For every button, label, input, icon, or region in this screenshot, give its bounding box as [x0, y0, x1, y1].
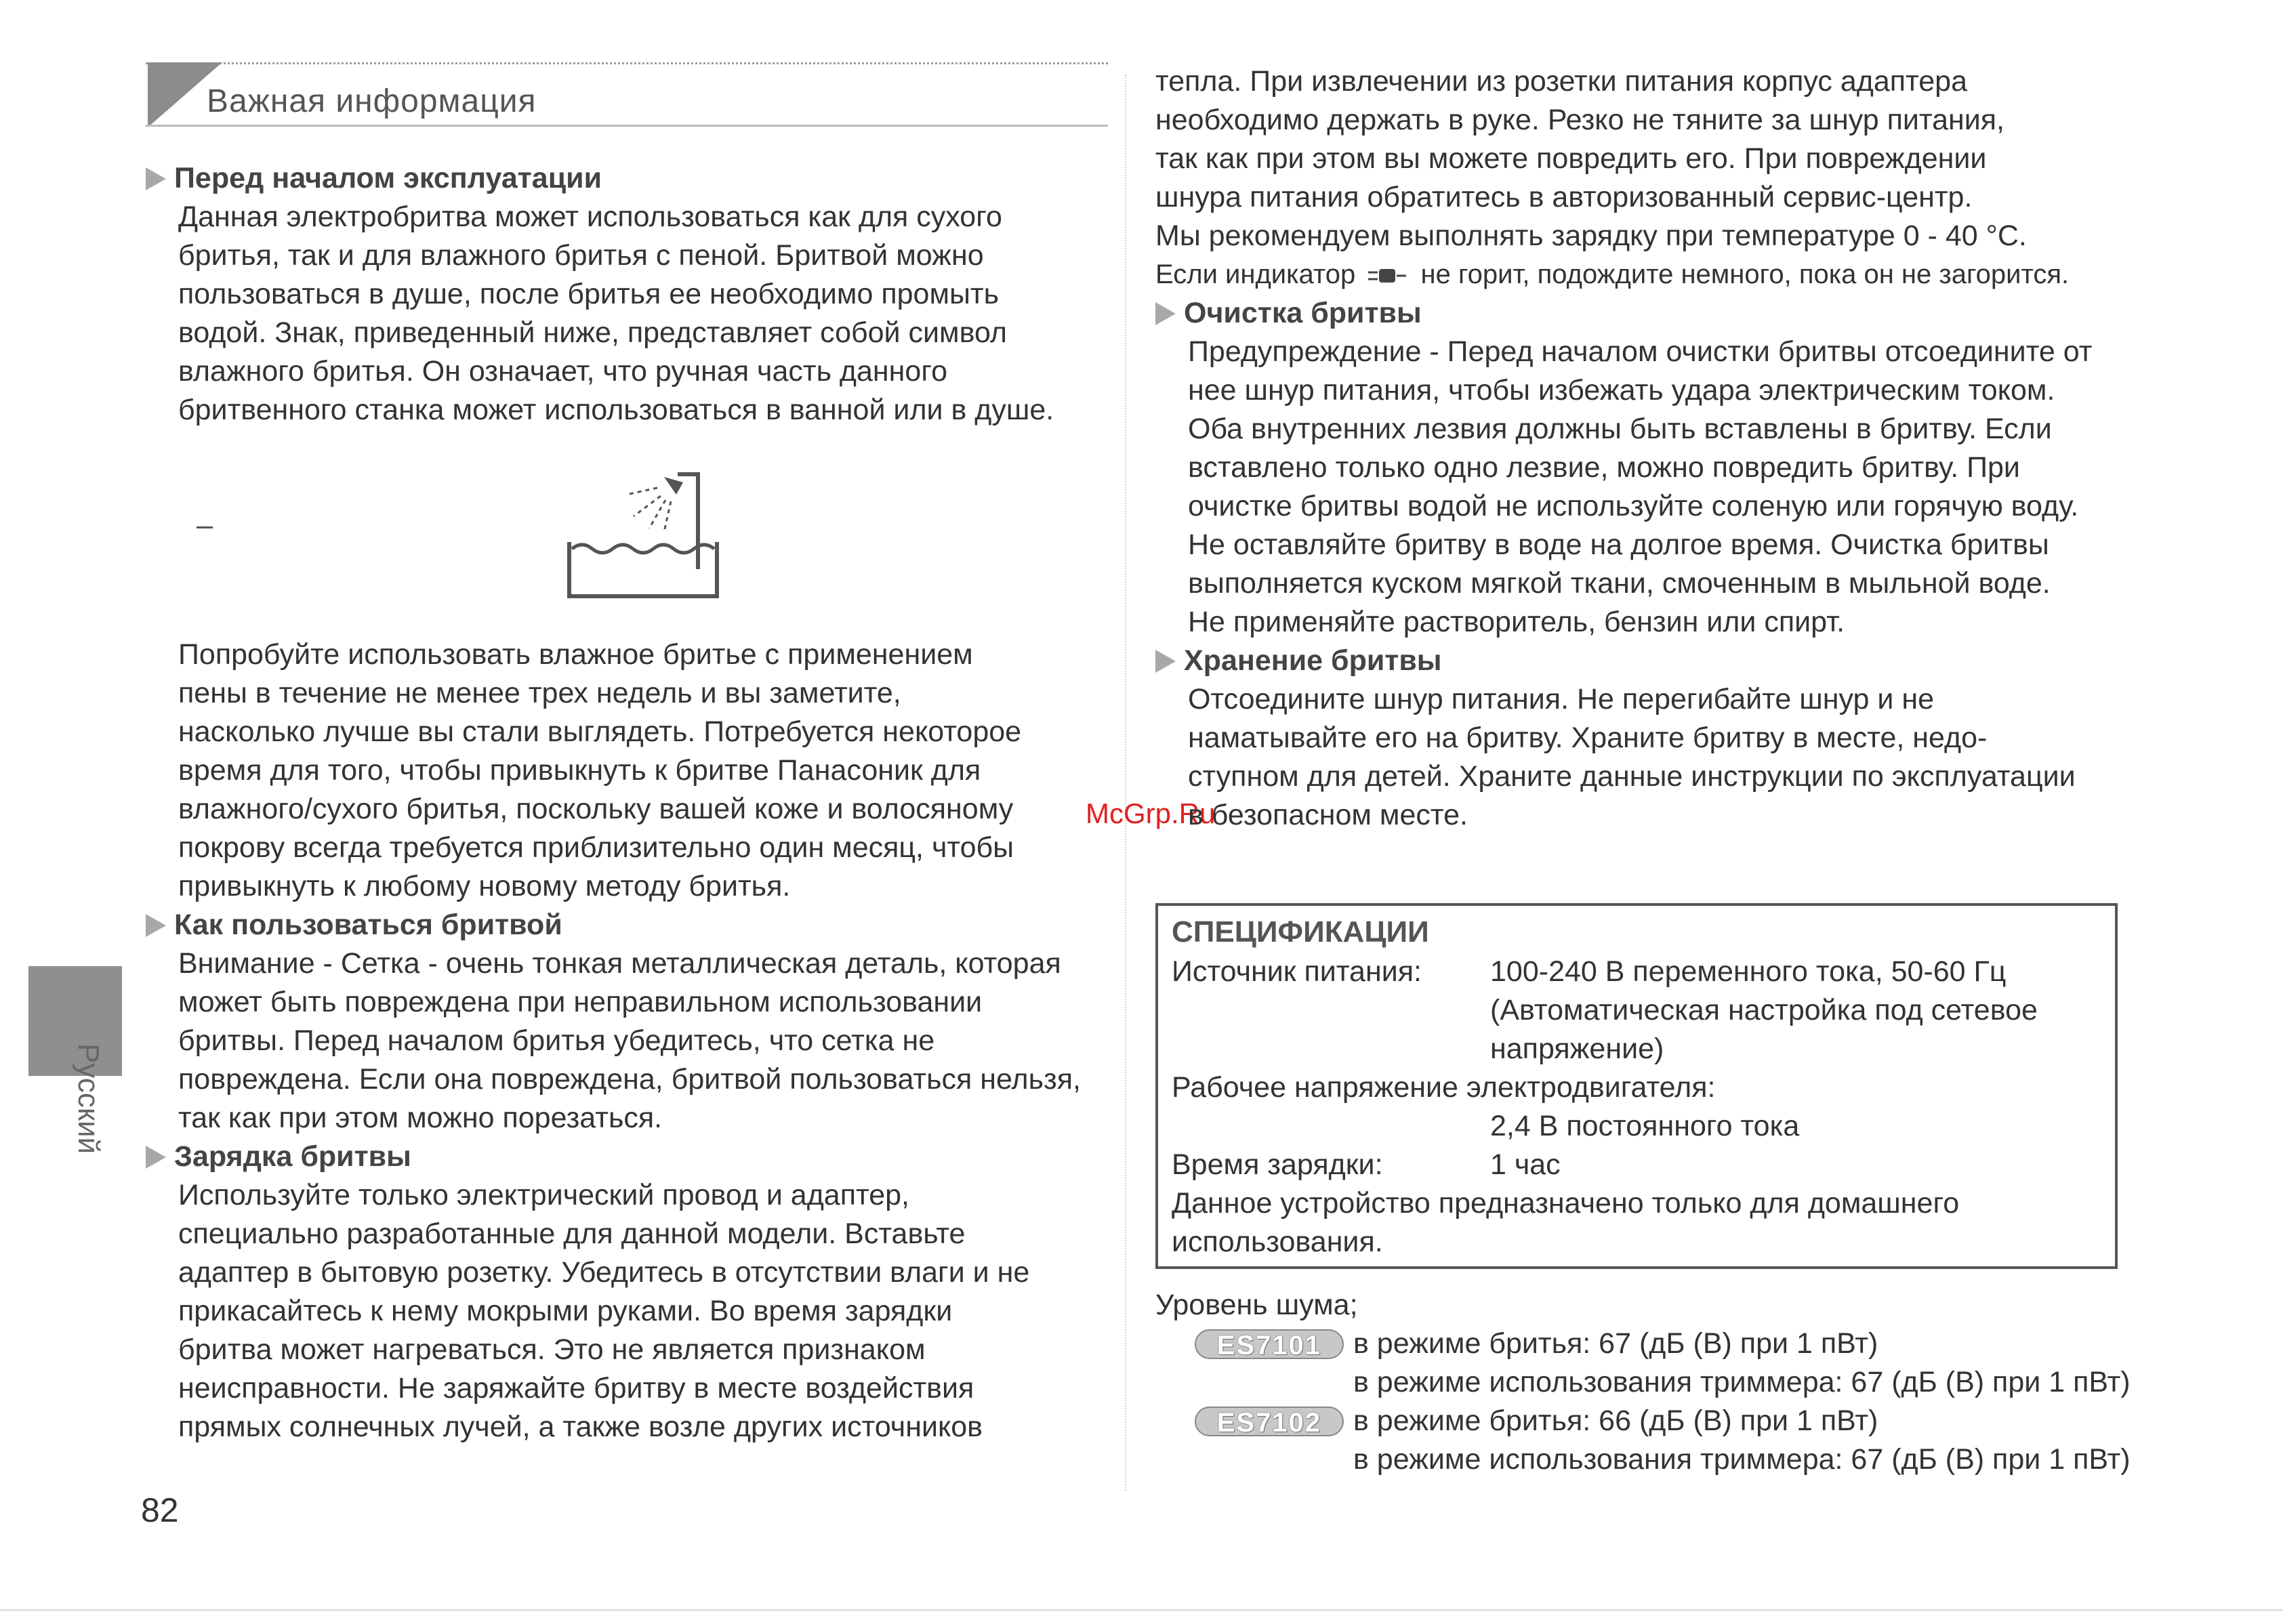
text-line: необходимо держать в руке. Резко не тяните за шнур питания,	[1155, 104, 2005, 136]
text-line: бритвенного станка может использоваться в ванной или в душе.	[178, 394, 1054, 426]
noise-shave-value: в режиме бритья: 67 (дБ (В) при 1 пВт)	[1353, 1327, 1878, 1360]
triangle-bullet-icon	[146, 1146, 166, 1169]
text-line: бритва может нагреваться. Это не является признаком	[178, 1333, 926, 1366]
spec-value-line: напряжение)	[1490, 1033, 1664, 1065]
text-line: прямых солнечных лучей, а также возле других источников	[178, 1411, 983, 1443]
text-line: прикасайтесь к нему мокрыми руками. Во время зарядки	[178, 1295, 953, 1327]
text-line: так как при этом вы можете повредить его. При повреждении	[1155, 142, 1987, 175]
text-line: нее шнур питания, чтобы избежать удара электрическим током.	[1188, 374, 2055, 407]
section-title: Перед началом эксплуатации	[174, 162, 602, 194]
section-body-storage	[1155, 680, 2145, 835]
language-tab-label: Русский	[72, 1043, 105, 1154]
section-heading-how-to-use	[146, 906, 1115, 944]
text-line: может быть повреждена при неправильном использовании	[178, 986, 983, 1018]
spec-value: 2,4 В постоянного тока	[1490, 1110, 1800, 1142]
column-divider	[1125, 75, 1126, 1491]
page-title: Важная информация	[207, 83, 537, 119]
text-line: очистке бритвы водой не используйте соленую или горячую воду.	[1188, 490, 2079, 522]
page-number: 82	[141, 1491, 179, 1529]
dash-mark	[197, 526, 213, 528]
text-line: вставлено только одно лезвие, можно повредить бритву. При	[1188, 451, 2020, 484]
text-line: Попробуйте использовать влажное бритье с применением	[178, 638, 973, 671]
text-line: бритвы. Перед началом бритья убедитесь, что сетка не	[178, 1024, 935, 1057]
section-title: Как пользоваться бритвой	[174, 909, 562, 941]
text-line: влажного/сухого бритья, поскольку вашей коже и волосяному	[178, 793, 1014, 825]
text-line: ступном для детей. Храните данные инструкции по эксплуатации	[1188, 760, 2076, 793]
indicator-text-after: не горит, подождите немного, пока он не загорится.	[1420, 259, 2070, 289]
text-line: водой. Знак, приведенный ниже, представляет собой символ	[178, 316, 1008, 349]
text-line: Предупреждение - Перед началом очистки бритвы отсоедините от	[1188, 335, 2093, 368]
spec-row-motor	[1172, 1107, 2105, 1146]
section-heading-cleaning	[1155, 294, 2145, 333]
text-line: Отсоедините шнур питания. Не перегибайте шнур и не	[1188, 683, 1935, 715]
text-line: привыкнуть к любому новому методу бритья.	[178, 870, 791, 902]
watermark: McGrp.Ru	[1086, 797, 1216, 829]
section-title: Зарядка бритвы	[174, 1140, 411, 1173]
noise-row-model-2	[1155, 1402, 2145, 1440]
text-line: Не применяйте растворитель, бензин или спирт.	[1188, 606, 1845, 638]
section-body-charging-continued	[1155, 62, 2145, 294]
text-line: бритья, так и для влажного бритья с пеной. Бритвой можно	[178, 239, 984, 272]
section-title: Очистка бритвы	[1184, 297, 1422, 329]
spec-value: 1 час	[1490, 1148, 1561, 1181]
spec-row-charge-time	[1172, 1146, 2105, 1184]
triangle-bullet-icon	[146, 167, 166, 190]
noise-levels	[1155, 1286, 2145, 1479]
text-line: время для того, чтобы привыкнуть к бритве Панасоник для	[178, 754, 981, 787]
section-heading-storage	[1155, 642, 2145, 680]
text-line: Мы рекомендуем выполнять зарядку при температуре 0 - 40 °C.	[1155, 220, 2027, 252]
section-heading-charging	[146, 1138, 1115, 1176]
text-line: Не оставляйте бритву в воде на долгое время. Очистка бритвы	[1188, 528, 2049, 561]
spec-title: СПЕЦИФИКАЦИИ	[1172, 915, 1429, 949]
text-line: насколько лучше вы стали выглядеть. Потребуется некоторое	[178, 715, 1022, 748]
spec-value-line: (Автоматическая настройка под сетевое	[1490, 994, 2038, 1026]
section-body-charging	[146, 1176, 1115, 1446]
noise-label: Уровень шума;	[1155, 1289, 1358, 1321]
noise-trim-value: в режиме использования триммера: 67 (дБ (В) при 1 пВт)	[1353, 1443, 2131, 1476]
noise-trim-value: в режиме использования триммера: 67 (дБ (В) при 1 пВт)	[1353, 1366, 2131, 1398]
section-title: Хранение бритвы	[1184, 644, 1442, 677]
model-badge: ES7102	[1195, 1407, 1344, 1436]
spec-value-line: 100-240 В переменного тока, 50-60 Гц	[1490, 955, 2007, 988]
specifications-box	[1155, 903, 2118, 1269]
left-column	[146, 159, 1115, 430]
text-line: в безопасном месте.	[1188, 799, 1468, 831]
section-body-how-to-use	[146, 944, 1115, 1138]
section-body-wet-shaving	[146, 636, 1115, 906]
header-rule-top	[146, 62, 1108, 64]
section-body-cleaning	[1155, 333, 2145, 642]
spec-key: Время зарядки:	[1172, 1148, 1383, 1181]
text-line: Внимание - Сетка - очень тонкая металлическая деталь, которая	[178, 947, 1061, 980]
noise-shave-value: в режиме бритья: 66 (дБ (В) при 1 пВт)	[1353, 1404, 1878, 1437]
text-line: так как при этом можно порезаться.	[178, 1102, 663, 1134]
charge-indicator-icon	[1367, 266, 1409, 286]
text-line: выполняется куском мягкой ткани, смоченным в мыльной воде.	[1188, 567, 2051, 600]
text-line: покрову всегда требуется приблизительно один месяц, чтобы	[178, 831, 1014, 864]
noise-row-model-1	[1155, 1325, 2145, 1363]
section-body-before-use	[146, 198, 1115, 430]
spec-key: Источник питания:	[1172, 955, 1422, 988]
spec-row-power	[1172, 953, 2105, 1068]
indicator-text-before: Если индикатор	[1155, 259, 1356, 289]
triangle-bullet-icon	[1155, 302, 1176, 325]
text-line: пены в течение не менее трех недель и вы заметите,	[178, 677, 901, 709]
text-line: наматывайте его на бритву. Храните бритву в месте, недо-	[1188, 722, 1988, 754]
text-line: влажного бритья. Он означает, что ручная часть данного	[178, 355, 947, 388]
text-line: шнура питания обратитесь в авторизованный сервис-центр.	[1155, 181, 1973, 213]
text-line: адаптер в бытовую розетку. Убедитесь в отсутствии влаги и не	[178, 1256, 1030, 1289]
spec-household-line: использования.	[1172, 1226, 1383, 1258]
text-line: Оба внутренних лезвия должны быть вставлены в бритву. Если	[1188, 413, 2052, 445]
model-badge: ES7101	[1195, 1329, 1344, 1359]
triangle-bullet-icon	[1155, 650, 1176, 673]
spec-household-line: Данное устройство предназначено только для домашнего	[1172, 1187, 1960, 1220]
header-rule-bottom	[146, 125, 1108, 127]
spec-key-motor: Рабочее напряжение электродвигателя:	[1172, 1071, 1716, 1104]
text-line: тепла. При извлечении из розетки питания корпус адаптера	[1155, 65, 1967, 98]
right-column	[1155, 62, 2145, 835]
wet-shaving-bath-shower-icon	[562, 467, 725, 603]
spec-value	[1490, 953, 2105, 1068]
footer-rule	[0, 1609, 2283, 1611]
text-line: Данная электробритва может использоваться как для сухого	[178, 201, 1002, 233]
text-line: пользоваться в душе, после бритья ее необходимо промыть	[178, 278, 1000, 310]
left-column-lower	[146, 636, 1115, 1446]
text-line: повреждена. Если она повреждена, бритвой пользоваться нельзя,	[178, 1063, 1081, 1096]
text-line: неисправности. Не заряжайте бритву в месте воздействия	[178, 1372, 974, 1404]
triangle-bullet-icon	[146, 914, 166, 937]
text-line: специально разработанные для данной модели. Вставьте	[178, 1217, 966, 1250]
section-heading-before-use	[146, 159, 1115, 198]
indicator-line	[1155, 255, 2145, 294]
text-line: Используйте только электрический провод и адаптер,	[178, 1179, 909, 1211]
